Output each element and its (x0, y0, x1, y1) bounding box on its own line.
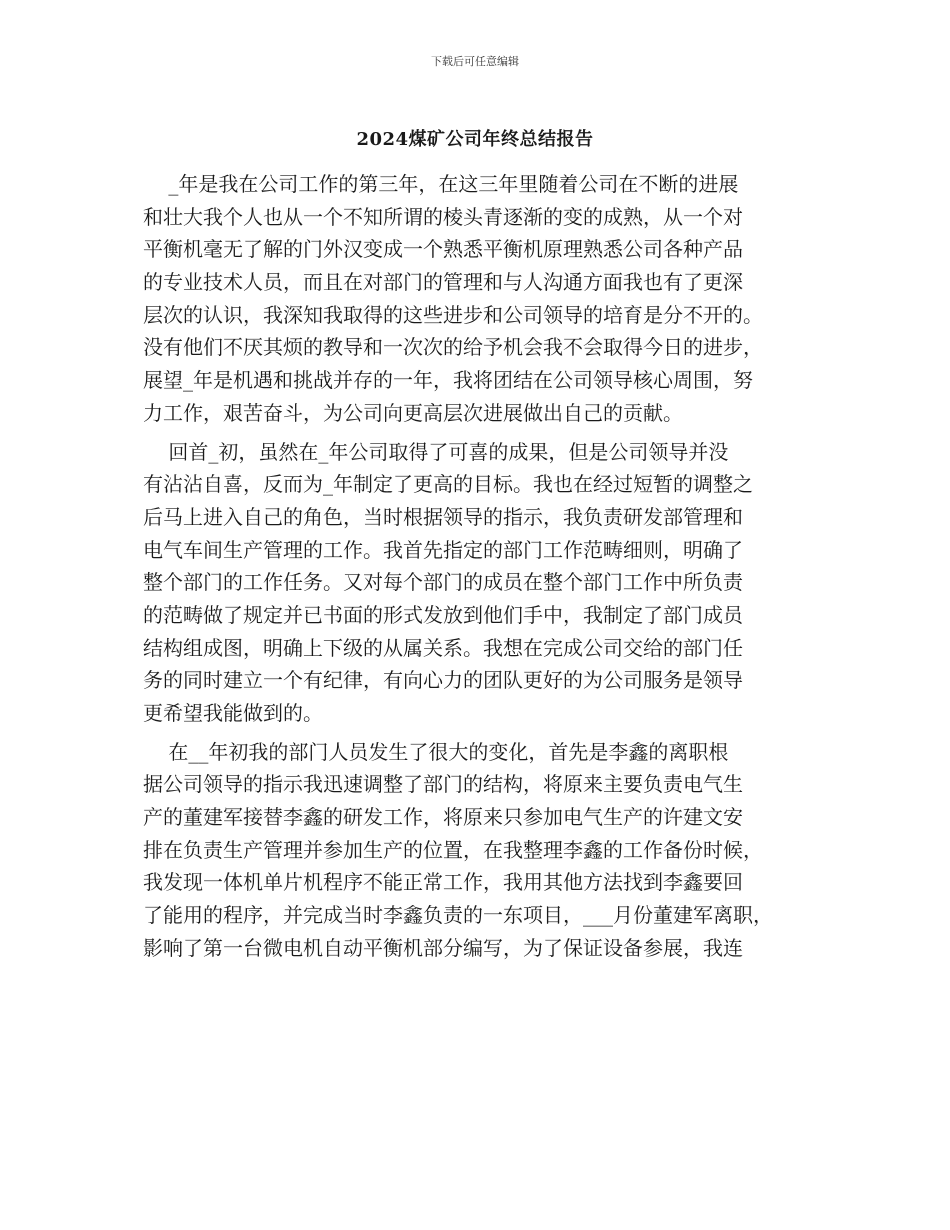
text-line: 整个部门的工作任务。又对每个部门的成员在整个部门工作中所负责 (143, 570, 743, 595)
text-line: 据公司领导的指示我迅速调整了部门的结构，将原来主要负责电气生 (143, 772, 743, 797)
text-line: 力工作，艰苦奋斗，为公司向更高层次进展做出自己的贡献。 (143, 400, 683, 425)
text-line: 展望_年是机遇和挑战并存的一年，我将团结在公司领导核心周围，努 (143, 368, 753, 393)
header-note: 下载后可任意编辑 (431, 55, 519, 68)
text-line: 了能用的程序，并完成当时李鑫负责的一东项目，___月份董建军离职， (143, 903, 773, 928)
document-title: 2024煤矿公司年终总结报告 (356, 129, 594, 150)
text-line: 在__年初我的部门人员发生了很大的变化，首先是李鑫的离职根 (143, 739, 729, 764)
text-line: 有沾沾自喜，反而为_年制定了更高的目标。我也在经过短暂的调整之 (143, 472, 753, 497)
text-line: 电气车间生产管理的工作。我首先指定的部门工作范畴细则，明确了 (143, 537, 743, 562)
text-line: 没有他们不厌其烦的教导和一次次的给予机会我不会取得今日的进步， (143, 335, 763, 360)
text-line: 的范畴做了规定并已书面的形式发放到他们手中，我制定了部门成员 (143, 602, 743, 627)
text-line: 层次的认识，我深知我取得的这些进步和公司领导的培育是分不开的。 (143, 302, 763, 327)
text-line: 更希望我能做到的。 (143, 701, 323, 725)
text-line: 务的同时建立一个有纪律，有向心力的团队更好的为公司服务是领导 (143, 668, 743, 693)
text-line: 后马上进入自己的角色，当时根据领导的指示，我负责研发部管理和 (143, 504, 743, 529)
text-line: 平衡机毫无了解的门外汉变成一个熟悉平衡机原理熟悉公司各种产品 (143, 237, 743, 262)
text-line: 产的董建军接替李鑫的研发工作，将原来只参加电气生产的许建文安 (143, 805, 743, 830)
text-line: 和壮大我个人也从一个不知所谓的棱头青逐渐的变的成熟，从一个对 (143, 204, 743, 229)
document-body (143, 168, 811, 965)
text-line: 影响了第一台微电机自动平衡机部分编写，为了保证设备参展，我连 (143, 935, 743, 960)
text-line: 回首_初，虽然在_年公司取得了可喜的成果，但是公司领导并没 (143, 439, 729, 464)
text-line: _年是我在公司工作的第三年，在这三年里随着公司在不断的进展 (143, 172, 739, 196)
text-line: 排在负责生产管理并参加生产的位置，在我整理李鑫的工作备份时候， (143, 837, 763, 862)
text-line: 结构组成图，明确上下级的从属关系。我想在完成公司交给的部门任 (143, 635, 743, 660)
text-line: 的专业技术人员，而且在对部门的管理和与人沟通方面我也有了更深 (143, 270, 743, 295)
text-line: 我发现一体机单片机程序不能正常工作，我用其他方法找到李鑫要回 (143, 870, 743, 895)
